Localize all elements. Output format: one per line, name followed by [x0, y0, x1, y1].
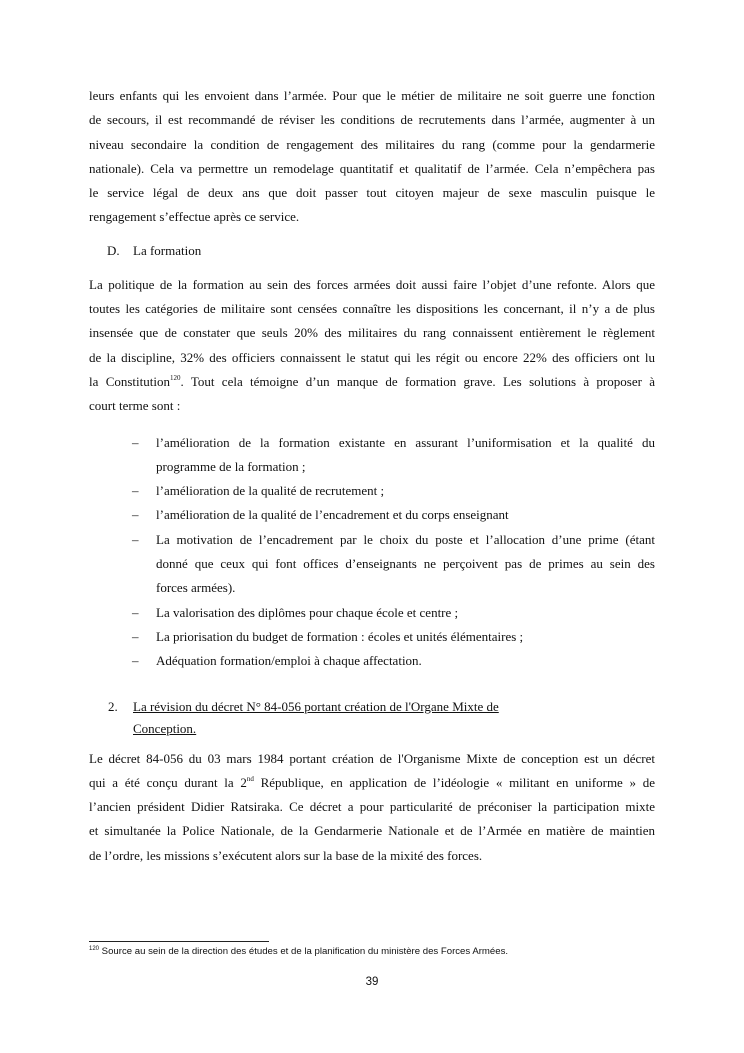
text-line: le service légal de deux ans que doit passer tout citoyen majeur de sexe masculin puisque le: [89, 185, 655, 201]
solutions-list: [89, 431, 655, 674]
title-line: La révision du décret N° 84-056 portant création de l'Organe Mixte de: [133, 698, 499, 714]
page-number: 39: [365, 976, 379, 988]
item-line: l’amélioration de la formation existante en assurant l’uniformisation et la qualité du: [156, 434, 655, 450]
item-line: La priorisation du budget de formation : écoles et unités élémentaires ;: [156, 628, 524, 644]
paragraph-decree: [89, 747, 655, 868]
text-line: [89, 370, 655, 394]
list-item: [132, 528, 655, 601]
item-line: La valorisation des diplômes pour chaque école et centre ;: [156, 604, 459, 620]
dash-bullet: –: [132, 483, 139, 499]
item-line: forces armées).: [156, 580, 236, 596]
text-line: court terme sont :: [89, 398, 181, 414]
text-line: de secours, il est recommandé de réviser les conditions de recrutements dans l’armée, augmenter à un: [89, 112, 655, 128]
list-item: [132, 649, 655, 673]
item-line: Adéquation formation/emploi à chaque affectation.: [156, 653, 422, 669]
section-heading-formation: [89, 239, 655, 263]
dash-bullet: –: [132, 507, 139, 523]
dash-bullet: –: [132, 604, 139, 620]
item-line: l’amélioration de la qualité de l’encadrement et du corps enseignant: [156, 507, 509, 523]
dash-bullet: –: [132, 531, 139, 547]
footnote-text: Source au sein de la direction des études et de la planification du ministère des Forces Armées.: [99, 946, 509, 957]
footnote-reference: 120: [170, 373, 181, 382]
footnote-separator: [89, 941, 269, 942]
section-letter: D.: [107, 242, 120, 258]
dash-bullet: –: [132, 628, 139, 644]
footnote: [89, 946, 508, 957]
list-item: [132, 625, 655, 649]
list-item: [132, 431, 655, 480]
text-line: l’ancien président Didier Ratsiraka. Ce décret a pour particularité de préconiser la participation mixte: [89, 799, 655, 815]
footnote-number: 120: [89, 946, 100, 952]
text-line: niveau secondaire la condition de rengagement des militaires du rang (comme pour la gendarmerie: [89, 136, 655, 152]
page-body: [89, 84, 655, 868]
text-line: nationale). Cela va permettre un remodelage quantitatif et qualitatif de l’armée. Cela n’empêchera pas: [89, 160, 655, 176]
ordinal-superscript: nd: [246, 774, 254, 783]
text-line: insensée que de constater que seuls 20% des militaires du rang connaissent entièrement le règlement: [89, 325, 655, 341]
paragraph-recruitment: [89, 84, 655, 230]
text-line: de l’ordre, les missions s’exécutent alors sur la base de la mixité des forces.: [89, 847, 483, 863]
text-line: [89, 771, 655, 795]
section-title: La formation: [133, 242, 202, 258]
paragraph-formation: [89, 273, 655, 419]
list-item: [132, 503, 655, 527]
text-line: Le décret 84-056 du 03 mars 1984 portant création de l'Organisme Mixte de conception est un décret: [89, 750, 655, 766]
item-line: l’amélioration de la qualité de recrutement ;: [156, 483, 385, 499]
title-line: Conception.: [133, 720, 197, 736]
text-line: et simultanée la Police Nationale, de la Gendarmerie Nationale et de l’Armée en matière de maintien: [89, 823, 655, 839]
text-fragment: la Constitution: [89, 373, 170, 389]
text-line: leurs enfants qui les envoient dans l’armée. Pour que le métier de militaire ne soit guerre une fonction: [89, 88, 655, 103]
item-line: programme de la formation ;: [156, 458, 306, 474]
section-heading-decree: [89, 696, 655, 740]
section-number: 2.: [108, 698, 118, 714]
item-line: donné que ceux qui font offices d’enseignants ne perçoivent pas de primes au sein des: [156, 556, 655, 572]
list-item: [132, 601, 655, 625]
text-fragment: République, en application de l’idéologie « militant en uniforme » de: [253, 774, 656, 790]
text-line: La politique de la formation au sein des forces armées doit aussi faire l’objet d’une refonte. Alors que: [89, 276, 655, 292]
list-item: [132, 479, 655, 503]
item-line: La motivation de l’encadrement par le choix du poste et l’allocation d’une prime (étant: [156, 531, 655, 547]
text-line: rengagement s’effectue après ce service.: [89, 209, 300, 225]
text-line: toutes les catégories de militaire sont censées connaître les dispositions les concernant, il n’y a de plus: [89, 301, 655, 317]
dash-bullet: –: [132, 434, 139, 450]
dash-bullet: –: [132, 653, 139, 669]
text-fragment: qui a été conçu durant la 2: [89, 774, 247, 790]
text-fragment: . Tout cela témoigne d’un manque de formation grave. Les solutions à proposer à: [180, 373, 656, 389]
section-title: [133, 696, 553, 740]
text-line: de la discipline, 32% des officiers connaissent le statut qui les régit ou encore 22% des officiers ont lu: [89, 349, 655, 365]
